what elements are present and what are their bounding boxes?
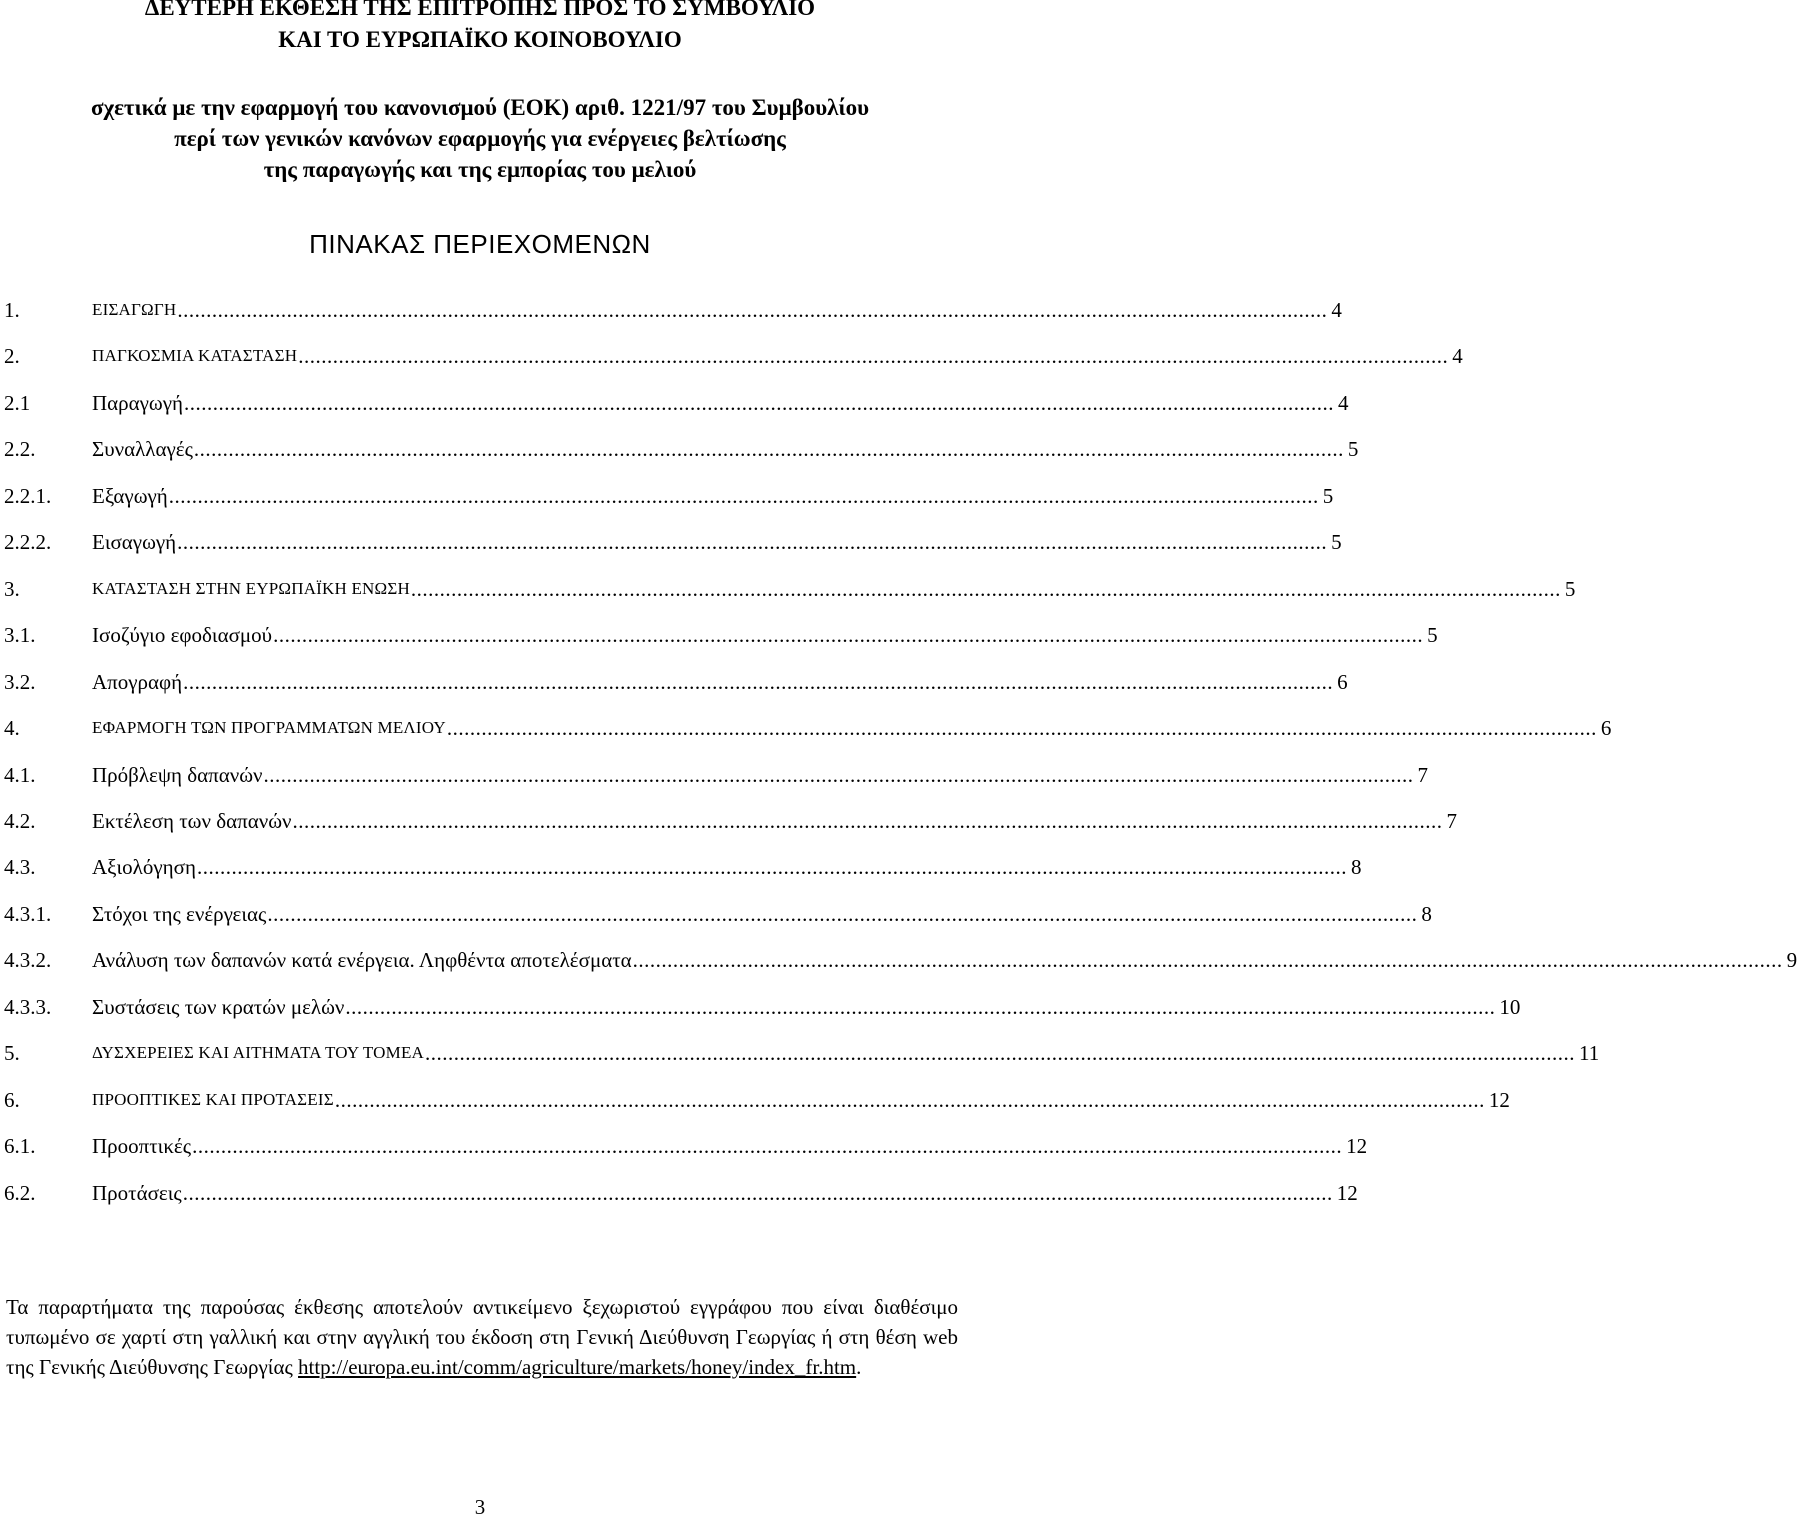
toc-entry-number: 3. (4, 576, 20, 601)
toc-entry-page: 4 (1338, 390, 1349, 415)
toc-entry-page: 9 (1786, 948, 1797, 973)
toc-entry-title: Εκτέλεση των δαπανών (92, 808, 292, 833)
toc-dot-leader: ........................................................................................................................................................................................................ (263, 762, 1414, 787)
toc-entry[interactable] (4, 664, 1348, 696)
toc-entry[interactable] (4, 849, 1362, 881)
toc-entry-title: ΕΙΣΑΓΩΓΗ (92, 300, 177, 319)
toc-dot-leader: ........................................................................................................................................................................................................ (410, 576, 1561, 601)
toc-dot-leader: ........................................................................................................................................................................................................ (182, 1180, 1333, 1205)
toc-dot-leader: ........................................................................................................................................................................................................ (177, 530, 1328, 555)
toc-entry[interactable] (4, 1035, 1600, 1067)
document-title-line-1: ΔΕΥΤΕΡΗ ΕΚΘΕΣΗ ΤΗΣ ΕΠΙΤΡΟΠΗΣ ΠΡΟΣ ΤΟ ΣΥΜΒΟΥΛΙΟ (144, 0, 816, 20)
toc-entry-page: 5 (1427, 623, 1438, 648)
toc-entry-page: 5 (1347, 437, 1359, 462)
toc-entry-number: 4.2. (4, 808, 36, 833)
toc-entry[interactable] (4, 1082, 1510, 1114)
toc-entry-number: 4.3.2. (4, 948, 52, 973)
toc-entry-number: 4.3.3. (4, 994, 52, 1019)
toc-entry-page: 8 (1350, 855, 1362, 880)
toc-entry-page: 4 (1452, 344, 1463, 369)
toc-entry[interactable] (4, 571, 1576, 603)
annex-note-text: Τα παραρτήματα της παρούσας έκθεσης αποτελούν αντικείμενο ξεχωριστού εγγράφου που είναι διαθέσιμο τυπωμένο σε χαρτί στη γαλλική και στην αγγλική του έκδοση στη Γενική Διεύθυνση Γεωργίας ή στη θέση web της Γενικής Διεύθυνσης Γεωργίας (6, 1295, 958, 1379)
toc-entry-title: ΕΦΑΡΜΟΓΗ ΤΩΝ ΠΡΟΓΡΑΜΜΑΤΩΝ ΜΕΛΙΟΥ (92, 718, 446, 738)
toc-entry-page: 8 (1421, 901, 1432, 926)
annex-note-paragraph (6, 1292, 958, 1382)
toc-entry[interactable] (4, 338, 1463, 370)
toc-entry-title: Στόχοι της ενέργειας (92, 901, 267, 926)
toc-entry-number: 6.2. (4, 1180, 36, 1205)
toc-entry-title: Παραγωγή (92, 390, 184, 415)
toc-dot-leader: ........................................................................................................................................................................................................ (193, 437, 1344, 462)
toc-dot-leader: ........................................................................................................................................................................................................ (632, 948, 1783, 973)
toc-dot-leader: ........................................................................................................................................................................................................ (267, 901, 1418, 926)
toc-entry-title: Προοπτικές (92, 1134, 192, 1159)
toc-entry[interactable] (4, 1128, 1368, 1160)
toc-entry-number: 3.1. (4, 623, 36, 648)
toc-entry-number: 2. (4, 344, 20, 369)
toc-entry-number: 4.3. (4, 855, 36, 880)
europa-link[interactable]: http://europa.eu.int/comm/agriculture/markets/honey/index_fr.htm (298, 1355, 857, 1379)
toc-entry-page: 7 (1446, 808, 1458, 833)
annex-note-end: . (856, 1355, 862, 1379)
toc-dot-leader: ........................................................................................................................................................................................................ (298, 344, 1449, 369)
page-number: 3 (474, 1495, 486, 1519)
toc-entry-page: 6 (1337, 669, 1348, 694)
toc-entry[interactable] (4, 757, 1429, 789)
toc-entry-page: 5 (1564, 576, 1576, 601)
toc-entry[interactable] (4, 942, 1797, 974)
toc-entry-title: ΔΥΣΧΕΡΕΙΕΣ ΚΑΙ ΑΙΤΗΜΑΤΑ ΤΟΥ ΤΟΜΕΑ (92, 1043, 424, 1063)
toc-entry-title: ΠΡΟΟΠΤΙΚΕΣ ΚΑΙ ΠΡΟΤΑΣΕΙΣ (92, 1089, 334, 1109)
toc-dot-leader: ........................................................................................................................................................................................................ (177, 298, 1328, 322)
toc-entry-page: 5 (1331, 530, 1342, 555)
toc-entry[interactable] (4, 1175, 1358, 1207)
toc-entry-page: 6 (1600, 716, 1612, 741)
toc-entry-title: Εξαγωγή (92, 483, 168, 508)
toc-entry[interactable] (4, 803, 1458, 835)
toc-entry[interactable] (4, 478, 1334, 510)
document-subtitle-line-3: της παραγωγής και της εμπορίας του μελιού (263, 157, 697, 182)
toc-entry[interactable] (4, 989, 1521, 1021)
document-subtitle-line-2: περί των γενικών κανόνων εφαρμογής για ενέργειες βελτίωσης (174, 126, 786, 151)
toc-entry-title: Προτάσεις (92, 1180, 182, 1205)
toc-entry-title: Συναλλαγές (92, 437, 193, 462)
toc-entry[interactable] (4, 710, 1612, 742)
toc-entry-number: 2.2. (4, 437, 36, 462)
toc-dot-leader: ........................................................................................................................................................................................................ (446, 716, 1597, 741)
toc-entry[interactable] (4, 524, 1342, 556)
toc-entry-page: 12 (1346, 1134, 1368, 1159)
toc-entry-number: 2.2.1. (4, 483, 52, 508)
toc-dot-leader: ........................................................................................................................................................................................................ (184, 390, 1335, 415)
toc-entry-number: 1. (4, 298, 20, 322)
table-of-contents-heading: ΠΙΝΑΚΑΣ ΠΕΡΙΕΧΟΜΕΝΩΝ (309, 229, 651, 259)
toc-entry-page: 5 (1322, 483, 1334, 508)
toc-entry-page: 12 (1488, 1087, 1510, 1112)
toc-dot-leader: ........................................................................................................................................................................................................ (168, 483, 1319, 508)
toc-dot-leader: ........................................................................................................................................................................................................ (292, 808, 1443, 833)
toc-entry-title: Ανάλυση των δαπανών κατά ενέργεια. Ληφθέντα αποτελέσματα (92, 948, 632, 973)
toc-entry-number: 4.1. (4, 762, 36, 787)
toc-entry-page: 11 (1579, 1041, 1600, 1066)
toc-dot-leader: ........................................................................................................................................................................................................ (345, 994, 1496, 1019)
toc-entry[interactable] (4, 896, 1432, 928)
toc-entry-number: 4. (4, 716, 20, 741)
toc-entry-number: 3.2. (4, 669, 36, 694)
toc-dot-leader: ........................................................................................................................................................................................................ (192, 1134, 1343, 1159)
toc-entry-title: Εισαγωγή (92, 530, 177, 555)
toc-entry-title: Συστάσεις των κρατών μελών (92, 994, 345, 1019)
toc-dot-leader: ........................................................................................................................................................................................................ (196, 855, 1347, 880)
toc-entry-page: 4 (1331, 298, 1342, 322)
toc-dot-leader: ........................................................................................................................................................................................................ (183, 669, 1334, 694)
toc-entry[interactable] (4, 292, 1342, 324)
toc-entry-page: 12 (1336, 1180, 1358, 1205)
document-subtitle-line-1: σχετικά με την εφαρμογή του κανονισμού (ΕΟΚ) αριθ. 1221/97 του Συμβουλίου (90, 95, 870, 120)
toc-entry-page: 10 (1499, 994, 1521, 1019)
toc-entry-title: Αξιολόγηση (92, 855, 196, 880)
toc-entry-number: 2.2.2. (4, 530, 52, 555)
toc-dot-leader: ........................................................................................................................................................................................................ (273, 623, 1424, 648)
toc-entry-page: 7 (1417, 762, 1429, 787)
toc-entry[interactable] (4, 385, 1349, 417)
toc-entry-number: 4.3.1. (4, 901, 52, 926)
toc-entry-title: ΚΑΤΑΣΤΑΣΗ ΣΤΗΝ ΕΥΡΩΠΑΪΚΗ ΕΝΩΣΗ (92, 578, 410, 598)
toc-entry-title: Απογραφή (92, 669, 183, 694)
toc-entry-title: ΠΑΓΚΟΣΜΙΑ ΚΑΤΑΣΤΑΣΗ (92, 346, 298, 366)
toc-entry-number: 5. (4, 1041, 20, 1066)
toc-dot-leader: ........................................................................................................................................................................................................ (425, 1041, 1575, 1066)
toc-entry-title: Πρόβλεψη δαπανών (92, 762, 263, 787)
toc-entry-number: 6.1. (4, 1134, 36, 1159)
toc-entry-number: 2.1 (4, 390, 31, 415)
document-title-line-2: ΚΑΙ ΤΟ ΕΥΡΩΠΑΪΚΟ ΚΟΙΝΟΒΟΥΛΙΟ (278, 27, 682, 52)
toc-dot-leader: ........................................................................................................................................................................................................ (334, 1087, 1485, 1112)
toc-entry[interactable] (4, 431, 1359, 463)
toc-entry-title: Ισοζύγιο εφοδιασμού (92, 623, 273, 648)
toc-entry-number: 6. (4, 1087, 20, 1112)
toc-entry[interactable] (4, 617, 1438, 649)
